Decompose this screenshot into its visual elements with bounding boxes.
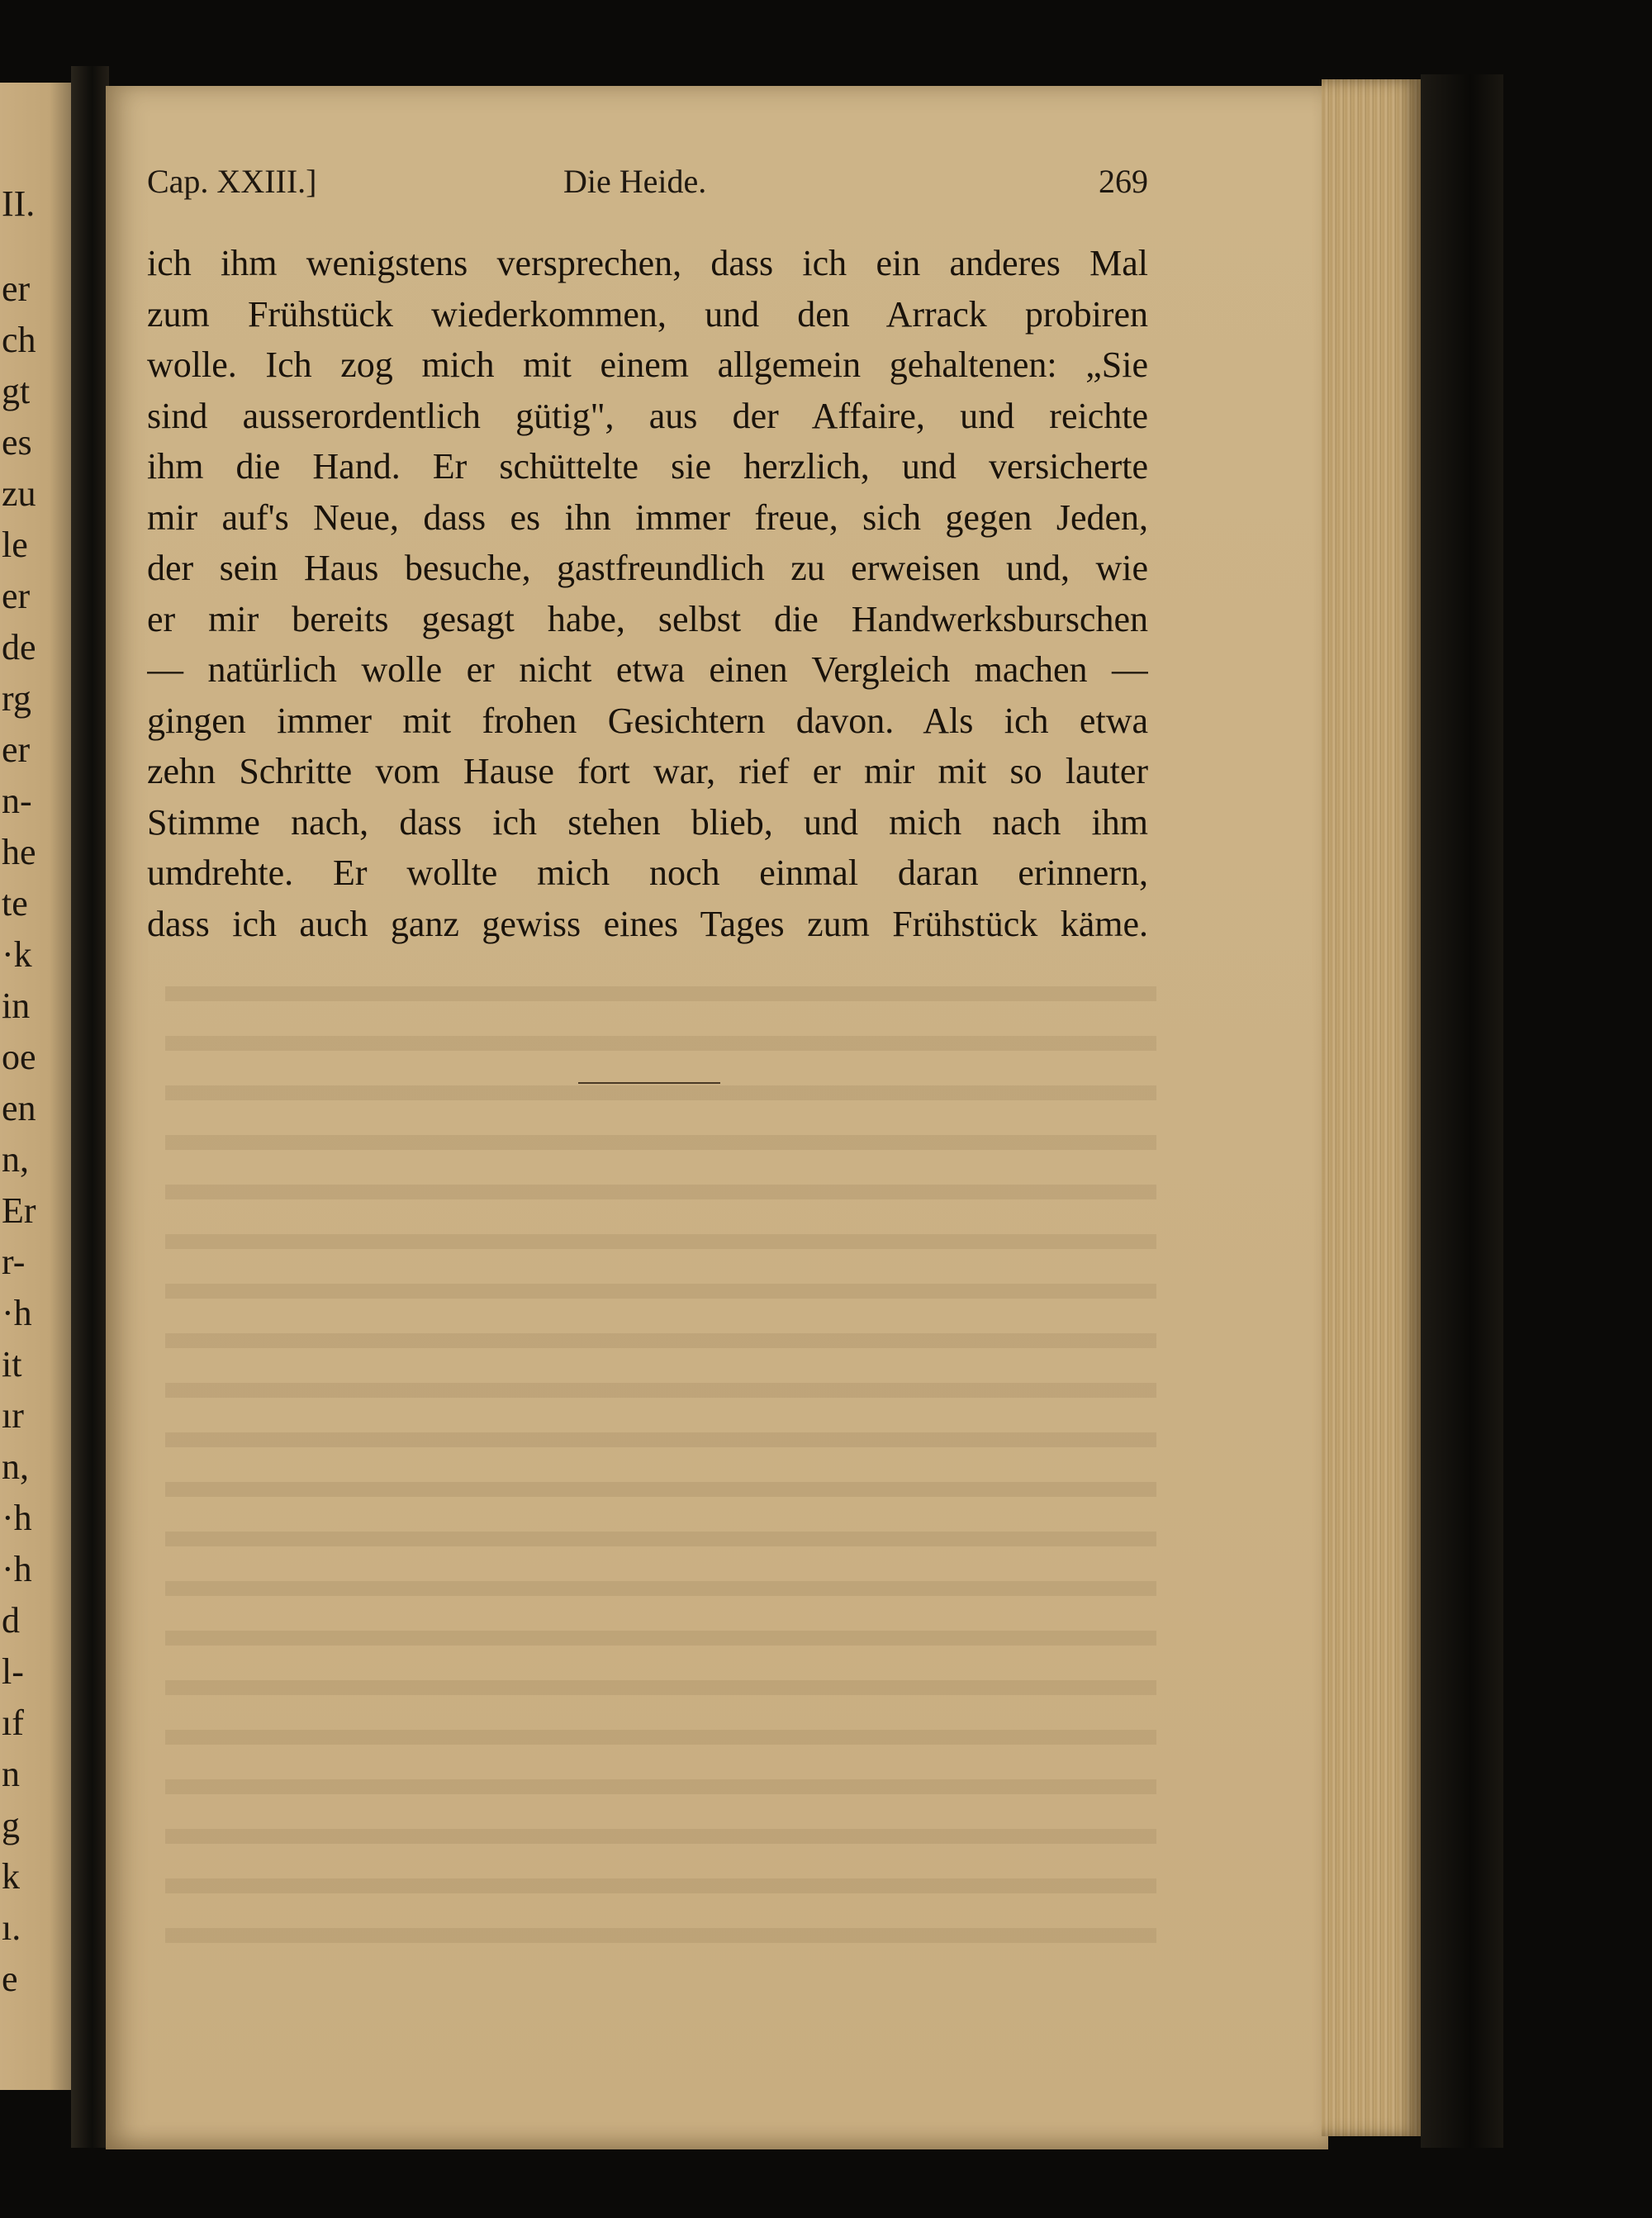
text-line: gingen immer mit frohen Gesichtern davon. Als ich etwa: [147, 700, 1148, 741]
left-fragment: n,: [2, 1139, 29, 1180]
left-fragment: ·h: [2, 1293, 32, 1333]
text-line: mir auf's Neue, dass es ihn immer freue, sich gegen Jeden,: [147, 496, 1148, 538]
left-page-text-fragments: [0, 83, 71, 2090]
left-fragment: he: [2, 832, 36, 872]
left-fragment: ch: [2, 320, 36, 360]
left-fragment: ·h: [2, 1549, 32, 1589]
reverse-page-show-through: [165, 958, 1156, 1950]
text-line: ihm die Hand. Er schüttelte sie herzlich, und versicherte: [147, 446, 1148, 487]
text-line: umdrehte. Er wollte mich noch einmal daran erinnern,: [147, 853, 1148, 893]
book-gutter: [71, 66, 109, 2148]
left-fragment: es: [2, 422, 32, 463]
left-fragment: le: [2, 525, 28, 565]
left-fragment: er: [2, 576, 31, 616]
left-fragment: ır: [2, 1395, 24, 1436]
left-fragment: n: [2, 1754, 20, 1794]
book-cover-edge: [1421, 74, 1503, 2148]
left-fragment: oe: [2, 1037, 36, 1077]
left-facing-page: [0, 83, 71, 2090]
left-fragment: l-: [2, 1651, 24, 1692]
left-fragment: ·h: [2, 1498, 32, 1538]
left-fragment: er: [2, 268, 31, 309]
chapter-label: Cap. XXIII.]: [147, 163, 317, 200]
page-edges: [1322, 79, 1421, 2136]
left-fragment: e: [2, 1959, 18, 1999]
left-fragment: zu: [2, 473, 36, 514]
text-line: zum Frühstück wiederkommen, und den Arrack probiren: [147, 293, 1148, 335]
left-fragment: g: [2, 1805, 20, 1845]
left-fragment: er: [2, 729, 31, 770]
left-fragment: in: [2, 986, 31, 1026]
left-fragment: ı.: [2, 1907, 21, 1948]
section-title: Die Heide.: [563, 163, 707, 200]
page-number: 269: [1099, 163, 1148, 200]
left-fragment: II.: [2, 183, 36, 224]
body-text: [147, 238, 1148, 949]
running-header: [147, 165, 1148, 207]
text-line: — natürlich wolle er nicht etwa einen Vergleich machen —: [147, 649, 1148, 690]
text-line: sind ausserordentlich gütig", aus der Affaire, und reichte: [147, 395, 1148, 436]
left-fragment: n,: [2, 1446, 29, 1487]
left-fragment: r-: [2, 1242, 26, 1282]
left-fragment: ·k: [2, 934, 32, 975]
text-line: der sein Haus besuche, gastfreundlich zu erweisen und, wie: [147, 548, 1148, 588]
left-fragment: de: [2, 627, 36, 667]
text-line: dass ich auch ganz gewiss eines Tages zum Frühstück käme.: [147, 903, 1148, 944]
left-fragment: n-: [2, 781, 32, 821]
left-fragment: rg: [2, 678, 31, 719]
left-fragment: te: [2, 883, 28, 924]
text-line: zehn Schritte vom Hause fort war, rief er mir mit so lauter: [147, 751, 1148, 791]
text-line: wolle. Ich zog mich mit einem allgemein gehaltenen: „Sie: [147, 344, 1148, 385]
left-fragment: Er: [2, 1190, 36, 1231]
left-fragment: gt: [2, 371, 31, 411]
section-end-rule: [578, 1082, 720, 1084]
left-fragment: d: [2, 1600, 20, 1641]
text-line: Stimme nach, dass ich stehen blieb, und mich nach ihm: [147, 801, 1148, 843]
left-fragment: k: [2, 1856, 20, 1897]
left-fragment: en: [2, 1088, 36, 1128]
left-fragment: it: [2, 1344, 22, 1384]
left-fragment: ıf: [2, 1703, 24, 1743]
text-line: er mir bereits gesagt habe, selbst die Handwerksburschen: [147, 598, 1148, 639]
text-line: ich ihm wenigstens versprechen, dass ich ein anderes Mal: [147, 243, 1148, 283]
